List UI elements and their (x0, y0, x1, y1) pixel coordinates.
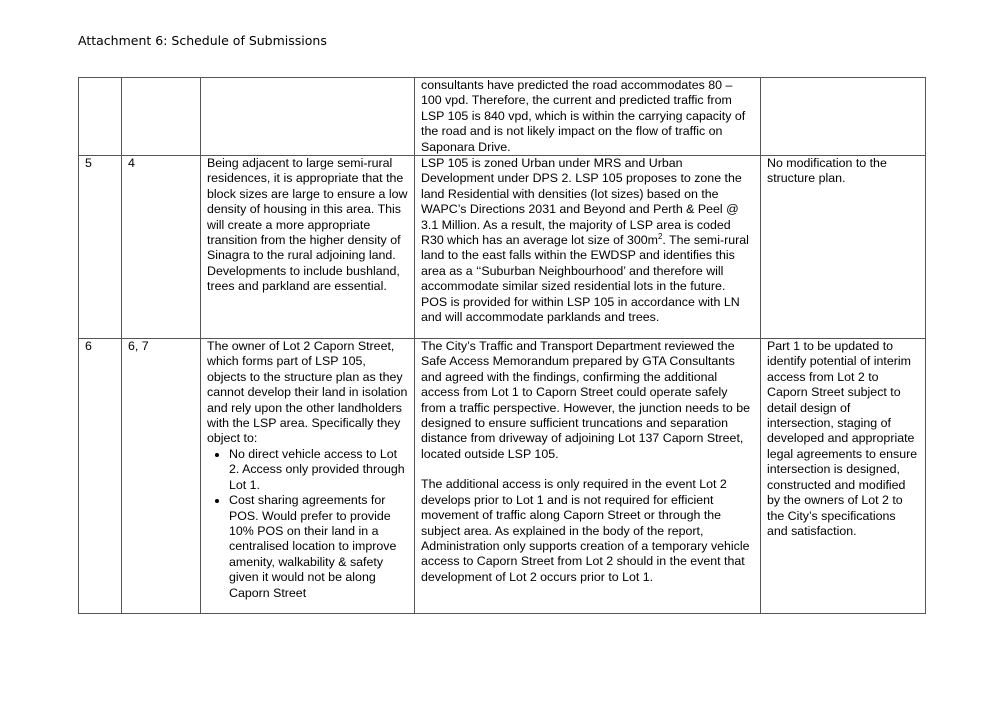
response-paragraph-1: The City’s Traffic and Transport Department reviewed the Safe Access Memorandum prepared by GTA Consultants and agreed with the findings, confirming the additional access from Lot 1 to Caporn Street could operate safely from a traffic perspective. However, the junction needs to be designed to ensure sufficient truncations and separation distance from driveway of adjoining Lot 137 Caporn Street, located outside LSP 105. (421, 339, 750, 461)
paragraph-gap (421, 462, 754, 477)
cell-no: 5 (79, 156, 122, 339)
cell-recommendation: No modification to the structure plan. (761, 156, 926, 339)
cell-summary (201, 339, 415, 614)
cell-submission (122, 78, 201, 156)
table-row (79, 339, 926, 614)
summary-intro: The owner of Lot 2 Caporn Street, which forms part of LSP 105, objects to the structure plan as they cannot develop their land in isolation and rely upon the other landholders with the LSP area. Specifically they object to: (207, 339, 408, 446)
cell-summary (201, 78, 415, 156)
summary-bullet-list (207, 447, 408, 601)
response-text-a: LSP 105 is zoned Urban under MRS and Urban Development under DPS 2. LSP 105 proposes to zone the land Residential with densities (lot sizes) based on the WAPC’s Directions 2031 and Beyond and Perth & Peel @ 3.1 Million. As a result, the majority of LSP area is coded R30 which has an average lot size of 300m (421, 156, 742, 248)
cell-no (79, 78, 122, 156)
cell-submission: 6, 7 (122, 339, 201, 614)
cell-submission: 4 (122, 156, 201, 339)
cell-response: consultants have predicted the road accommodates 80 – 100 vpd. Therefore, the current and predicted traffic from LSP 105 is 840 vpd, which is within the carrying capacity of the road and is not likely impact on the flow of traffic on Saponara Drive. (415, 78, 761, 156)
cell-response (415, 339, 761, 614)
cell-recommendation: Part 1 to be updated to identify potential of interim access from Lot 2 to Caporn Street subject to detail design of intersection, staging of developed and appropriate legal agreements to ensure intersection is designed, constructed and modified by the owners of Lot 2 to the City’s specifications and satisfaction. (761, 339, 926, 614)
cell-summary: Being adjacent to large semi-rural residences, it is appropriate that the block sizes are large to ensure a low density of housing in this area. This will create a more appropriate transition from the higher density of Sinagra to the rural adjoining land. Developments to include bushland, trees and parkland are essential. (201, 156, 415, 339)
response-text-b: . The semi-rural land to the east falls within the EWDSP and identifies this area as a ‘‘Suburban Neighbourhood’ and therefore will accommodate similar sized residential lots in the future. POS is provided for within LSP 105 in accordance with LN and will accommodate parklands and trees. (421, 233, 749, 325)
table-row (79, 78, 926, 156)
superscript: 2 (657, 231, 663, 241)
table-row (79, 156, 926, 339)
page-header: Attachment 6: Schedule of Submissions (78, 33, 327, 48)
cell-response (415, 156, 761, 339)
list-item: • Cost sharing agreements for POS. Would prefer to provide 10% POS on their land in a centralised location to improve amenity, walkability & safety given it would not be along Caporn Street (229, 493, 408, 601)
list-item: • No direct vehicle access to Lot 2. Access only provided through Lot 1. (229, 447, 408, 493)
submissions-table (78, 77, 926, 614)
response-paragraph-2: The additional access is only required in the event Lot 2 develops prior to Lot 1 and is not required for efficient movement of traffic along Caporn Street or through the subject area. As explained in the body of the report, Administration only supports creation of a temporary vehicle access to Caporn Street from Lot 2 should in the event that development of Lot 2 occurs prior to Lot 1. (421, 477, 750, 584)
cell-no: 6 (79, 339, 122, 614)
cell-recommendation (761, 78, 926, 156)
